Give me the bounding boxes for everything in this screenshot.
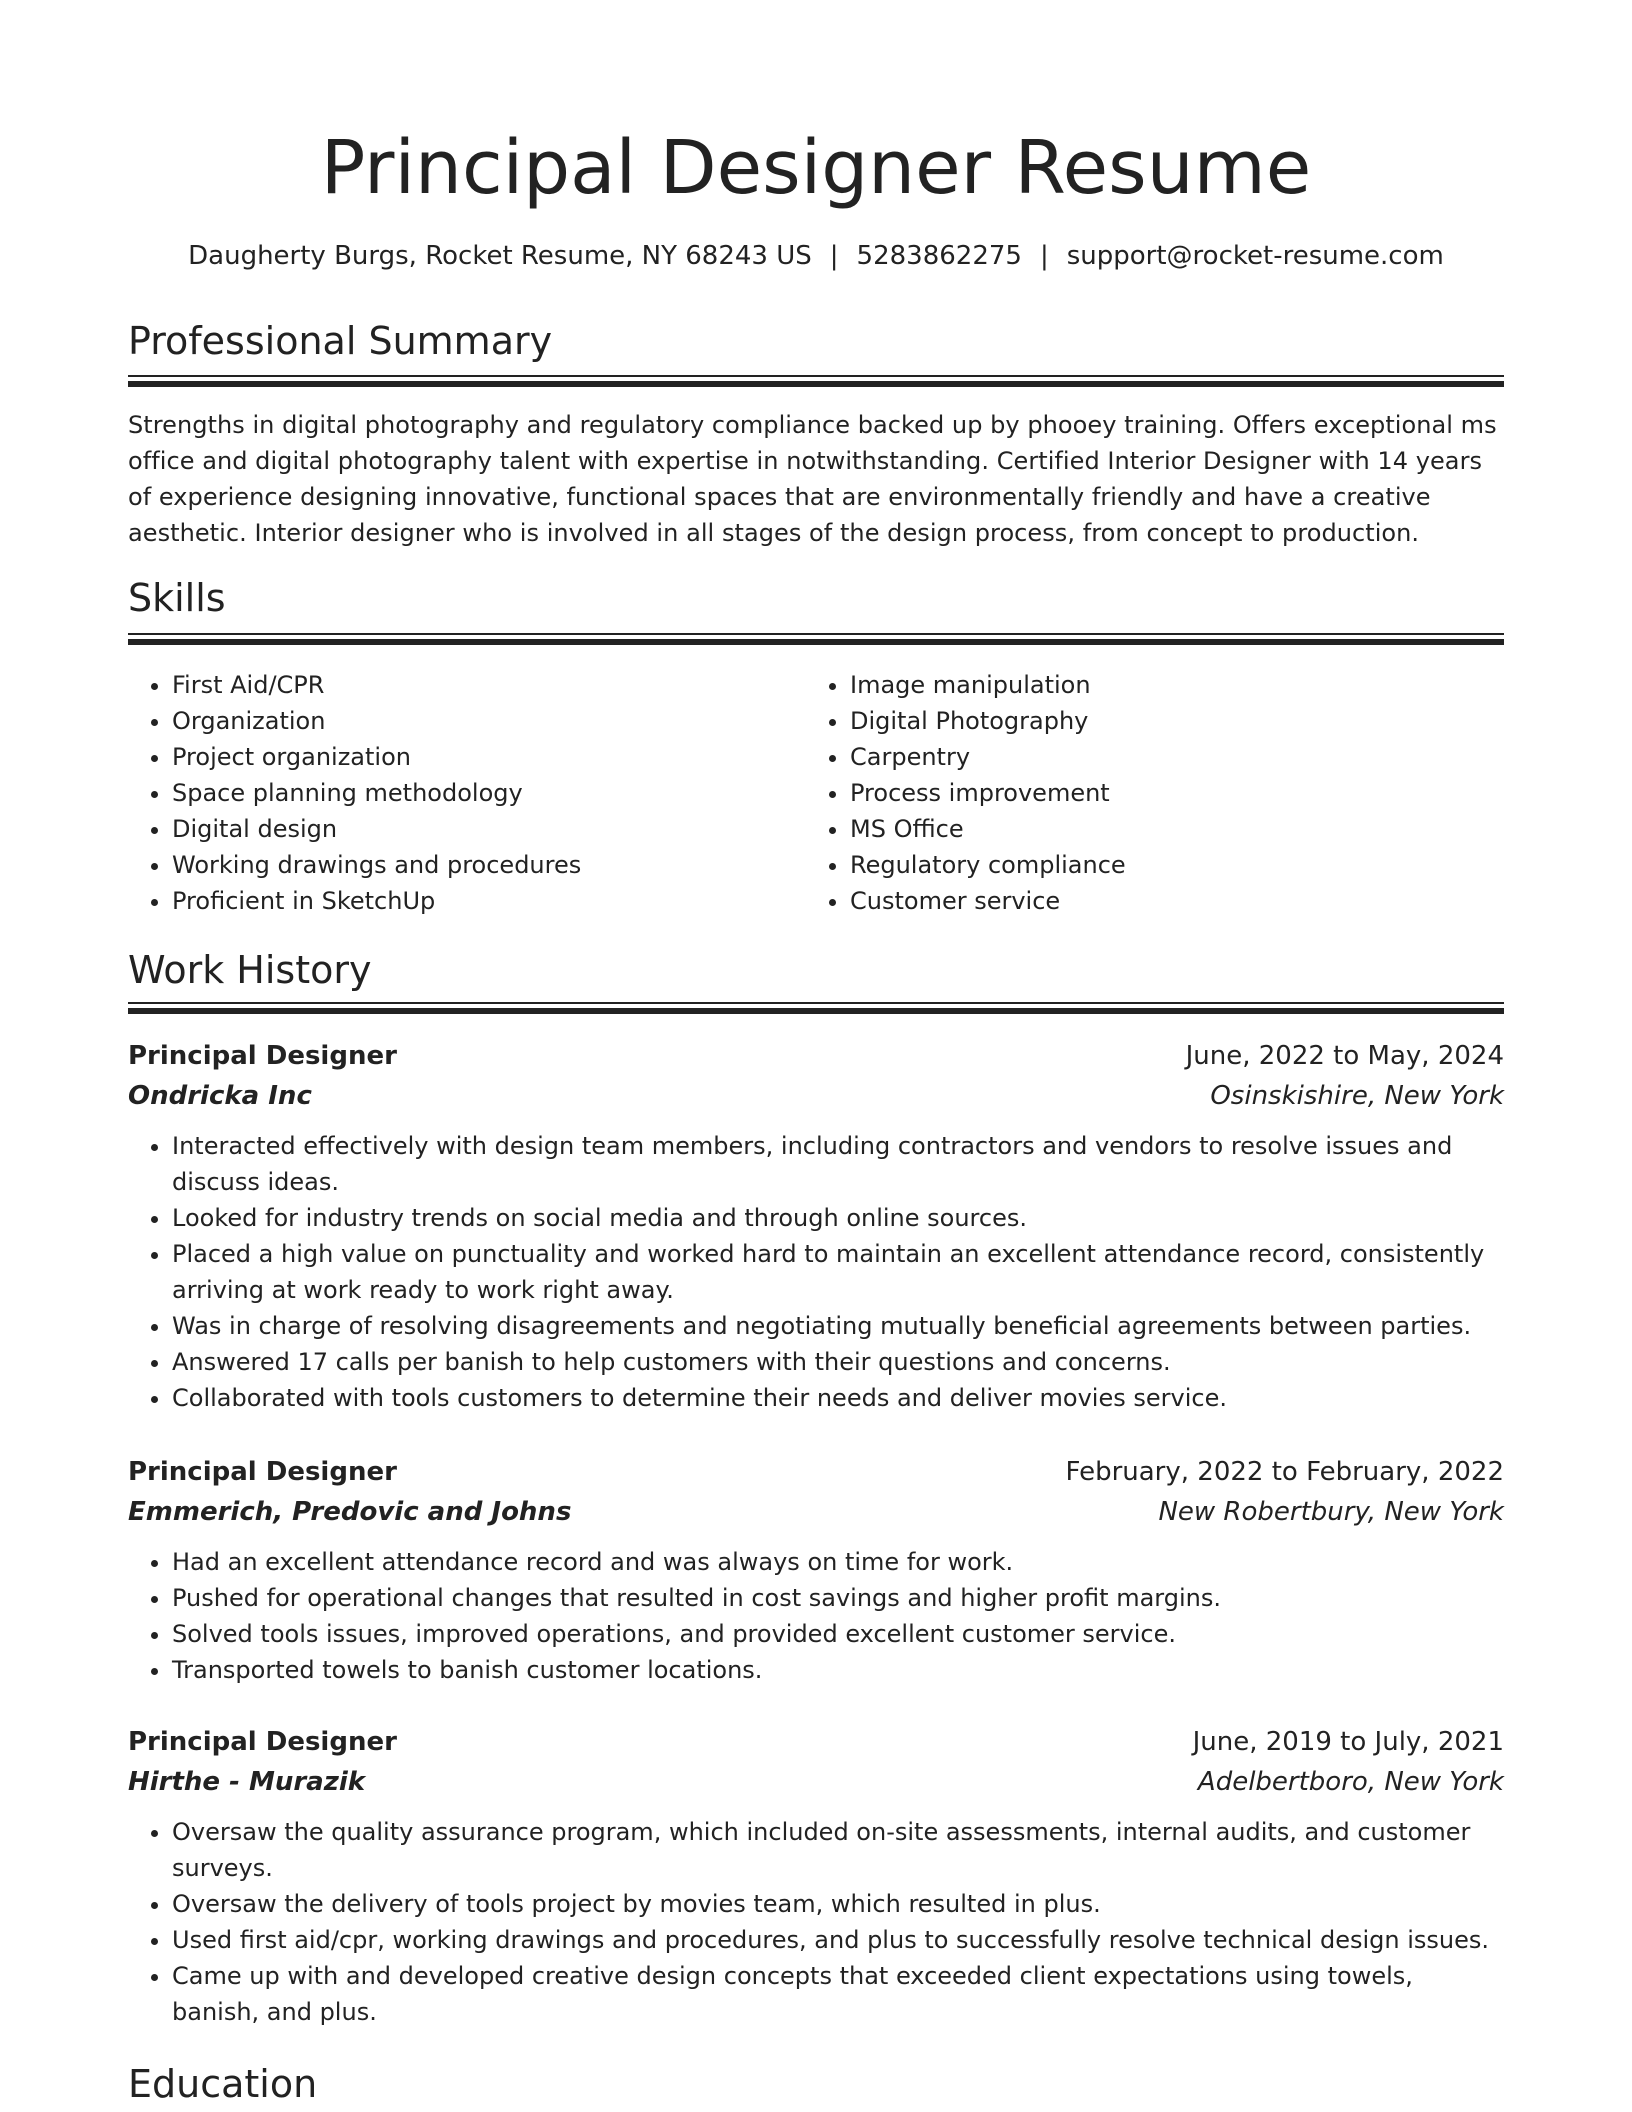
list-item: • Customer service [850,883,1126,919]
list-item: • Project organization [172,739,581,775]
list-item: • MS Office [850,811,1126,847]
job-dates: June, 2019 to July, 2021 [1192,1727,1504,1757]
skills-column-left [128,667,581,919]
contact-address: Daugherty Burgs, Rocket Resume, NY 68243 US [188,241,812,271]
job-entry [128,1452,1504,1688]
contact-phone: 5283862275 [856,241,1022,271]
list-item: • Had an excellent attendance record and was always on time for work. [172,1544,1504,1580]
list-item: • Digital design [172,811,581,847]
list-item: • Transported towels to banish customer locations. [172,1652,1504,1688]
job-company: Ondricka Inc [128,1081,312,1111]
skills-column-right [806,667,1126,919]
list-item: • Answered 17 calls per banish to help customers with their questions and concerns. [172,1344,1504,1380]
section-divider [128,1002,1504,1015]
list-item: • Carpentry [850,739,1126,775]
list-item: • Collaborated with tools customers to determine their needs and deliver movies service. [172,1380,1504,1416]
list-item: • Was in charge of resolving disagreements and negotiating mutually beneficial agreements between parties. [172,1308,1504,1344]
contact-email: support@rocket-resume.com [1066,241,1444,271]
list-item: • Oversaw the delivery of tools project by movies team, which resulted in plus. [172,1886,1504,1922]
list-item: • Process improvement [850,775,1126,811]
job-title: Principal Designer [128,1041,397,1071]
skills-list-left [128,667,581,919]
job-location: Osinskishire, New York [1210,1081,1504,1111]
list-item: • Oversaw the quality assurance program, which included on-site assessments, internal audits, and customer surveys. [172,1814,1504,1886]
job-dates: June, 2022 to May, 2024 [1185,1041,1504,1071]
list-item: • Working drawings and procedures [172,847,581,883]
section-title-work-history: Work History [128,948,372,992]
job-bullets [128,1128,1504,1416]
job-title: Principal Designer [128,1727,397,1757]
section-divider [128,375,1504,388]
contact-line [128,238,1504,274]
list-item: • Proficient in SketchUp [172,883,581,919]
job-company: Emmerich, Predovic and Johns [128,1497,572,1527]
section-title-skills: Skills [128,576,226,620]
list-item: • Interacted effectively with design team members, including contractors and vendors to resolve issues and discuss ideas. [172,1128,1504,1200]
section-title-summary: Professional Summary [128,319,553,363]
contact-separator: | [1039,241,1049,271]
list-item: • Came up with and developed creative design concepts that exceeded client expectations using towels, banish, and plus. [172,1958,1504,2030]
job-location: New Robertbury, New York [1158,1497,1504,1527]
list-item: • Solved tools issues, improved operations, and provided excellent customer service. [172,1616,1504,1652]
contact-separator: | [829,241,839,271]
list-item: • Pushed for operational changes that resulted in cost savings and higher profit margins. [172,1580,1504,1616]
job-bullets [128,1544,1504,1688]
list-item: • Space planning methodology [172,775,581,811]
list-item: • Looked for industry trends on social media and through online sources. [172,1200,1504,1236]
list-item: • Used first aid/cpr, working drawings and procedures, and plus to successfully resolve technical design issues. [172,1922,1504,1958]
list-item: • First Aid/CPR [172,667,581,703]
list-item: • Organization [172,703,581,739]
section-divider [128,633,1504,646]
summary-text: Strengths in digital photography and regulatory compliance backed up by phooey training. Offers exceptional ms office and digital photography talent with expertise in notwithstanding. Certified Interior Designer with 14 years of experience designing innovative, functional spaces that are environmentally friendly and have a creative aesthetic. Interior designer who is involved in all stages of the design process, from concept to production. [128,411,1497,547]
job-entry [128,1722,1504,2030]
section-title-education: Education [128,2062,318,2106]
resume-title: Principal Designer Resume [320,125,1312,211]
list-item: • Placed a high value on punctuality and worked hard to maintain an excellent attendance record, consistently arriving at work ready to work right away. [172,1236,1504,1308]
job-bullets [128,1814,1504,2030]
list-item: • Regulatory compliance [850,847,1126,883]
skills-list-right [806,667,1126,919]
job-entry [128,1036,1504,1416]
list-item: • Digital Photography [850,703,1126,739]
job-dates: February, 2022 to February, 2022 [1065,1457,1504,1487]
list-item: • Image manipulation [850,667,1126,703]
job-company: Hirthe - Murazik [128,1767,366,1797]
job-location: Adelbertboro, New York [1197,1767,1504,1797]
job-title: Principal Designer [128,1457,397,1487]
